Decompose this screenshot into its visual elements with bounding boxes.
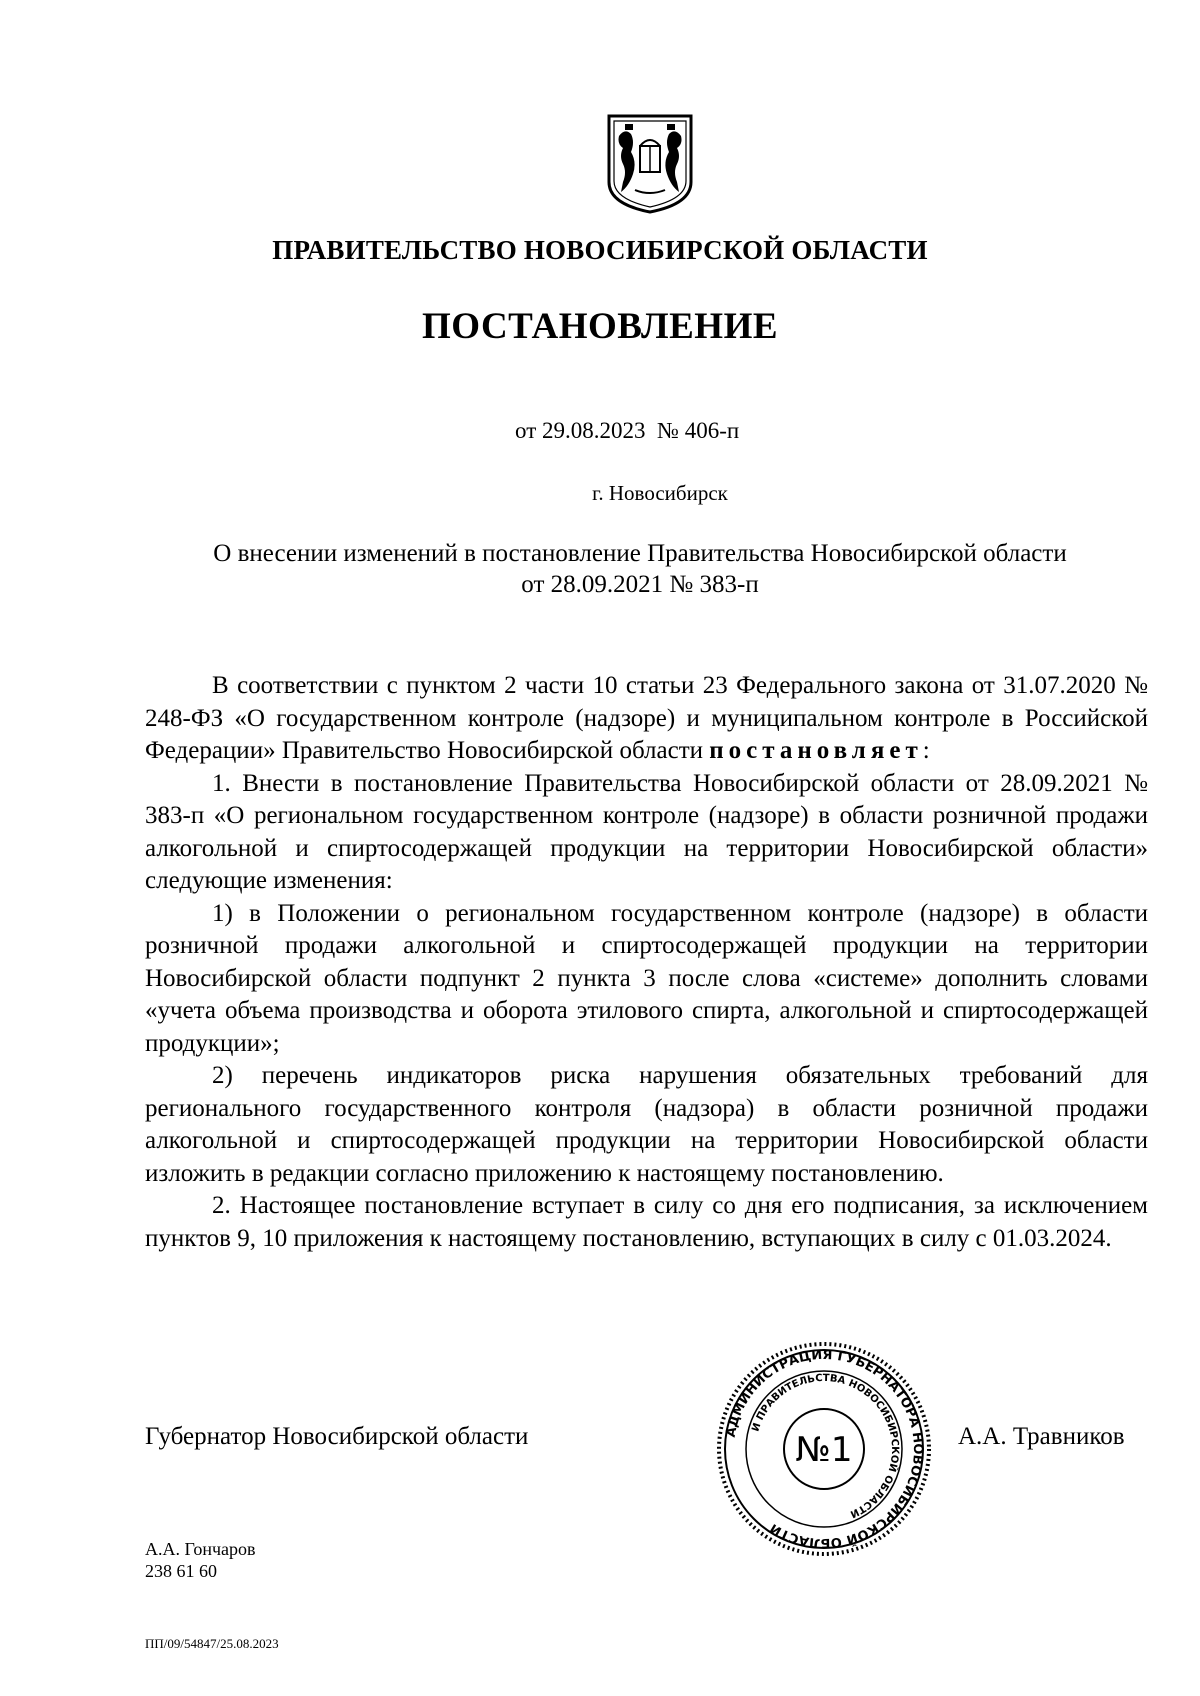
executor-phone: 238 61 60 — [145, 1561, 217, 1581]
government-title: ПРАВИТЕЛЬСТВО НОВОСИБИРСКОЙ ОБЛАСТИ — [272, 235, 928, 265]
registration-number: ПП/09/54847/25.08.2023 — [145, 1636, 279, 1651]
item-1-2-paragraph: 2) перечень индикаторов риска нарушения обязательных требований для регионального государственного контроля (надзора) в области розничной продажи алкогольной и спиртосодержащей продукции на территории Новосибирской области изложить в редакции согласно приложению к настоящему постановлению. — [145, 1062, 1148, 1187]
subject-line-2: от 28.09.2021 № 383-п — [521, 571, 759, 598]
item-2-paragraph: 2. Настоящее постановление вступает в силу со дня его подписания, за исключением пунктов 9, 10 приложения к настоящему постановлению, вступающих в силу с 01.03.2024. — [145, 1192, 1148, 1252]
document-body — [145, 670, 1148, 1255]
document-type-title: ПОСТАНОВЛЕНИЕ — [421, 306, 779, 347]
coat-of-arms-emblem — [605, 112, 695, 216]
signer-position: Губернатор Новосибирской области — [145, 1423, 529, 1450]
executor-name: А.А. Гончаров — [145, 1539, 256, 1559]
seal-outer-text: АДМИНИСТРАЦИЯ ГУБЕРНАТОРА НОВОСИБИРСКОЙ ОБЛАСТИ — [723, 1347, 926, 1551]
seal-inner-text: И ПРАВИТЕЛЬСТВА НОВОСИБИРСКОЙ ОБЛАСТИ — [750, 1372, 901, 1520]
preamble-text: В соответствии с пунктом 2 части 10 статьи 23 Федерального закона от 31.07.2020 № 248-ФЗ «О государственном контроле (надзоре) и муниципальном контроле в Российской Федерации» Правительство Новосибирской области — [145, 672, 1148, 764]
official-seal-stamp — [715, 1340, 933, 1558]
preamble-paragraph — [145, 670, 1148, 768]
decree-word: постановляет — [709, 737, 923, 764]
document-subject — [145, 538, 1135, 600]
item-1-1-paragraph: 1) в Положении о региональном государственном контроле (надзоре) в области розничной продажи алкогольной и спиртосодержащей продукции на территории Новосибирской области подпункт 2 пункта 3 после слова «системе» дополнить словами «учета объема производства и оборота этилового спирта, алкогольной и спиртосодержащей продукции»; — [145, 899, 1148, 1057]
item-1-paragraph: 1. Внести в постановление Правительства Новосибирской области от 28.09.2021 № 383-п «О региональном государственном контроле (надзоре) в области розничной продажи алкогольной и спиртосодержащей продукции на территории Новосибирской области» следующие изменения: — [145, 769, 1148, 894]
seal-center-number: №1 — [795, 1430, 853, 1470]
date-and-number: от 29.08.2023 № 406-п — [515, 418, 740, 443]
executor-block — [145, 1538, 256, 1582]
signer-name: А.А. Травников — [958, 1423, 1125, 1450]
decree-colon: : — [922, 737, 930, 764]
subject-line-1: О внесении изменений в постановление Правительства Новосибирской области — [213, 540, 1067, 567]
city: г. Новосибирск — [592, 481, 728, 505]
